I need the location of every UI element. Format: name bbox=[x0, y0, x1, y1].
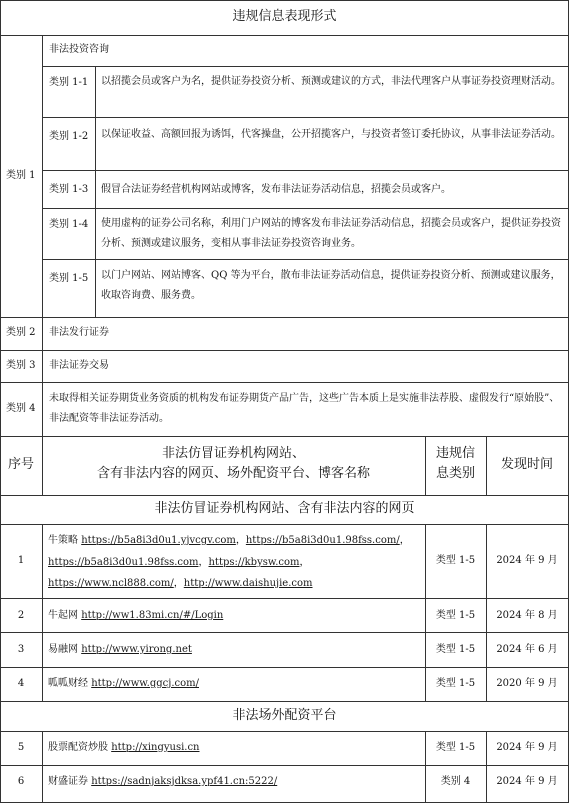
row-seq: 6 bbox=[17, 776, 25, 787]
row-name: 财盛证券 bbox=[48, 776, 88, 787]
row-category: 类型 1-5 bbox=[435, 678, 476, 689]
row-links-line2: https://b5a8i3d0u1.98fss.com，https://kbysw.com， bbox=[48, 557, 310, 568]
category-1-4-code: 类别 1-4 bbox=[49, 219, 89, 230]
row-name: 牛起网 bbox=[48, 610, 78, 621]
row-name: 易融网 bbox=[48, 644, 78, 655]
section-imitation-sites: 非法仿冒证券机构网站、含有非法内容的网页 bbox=[154, 501, 415, 516]
row-name-links bbox=[48, 674, 199, 694]
header-cat-line2: 息类别 bbox=[435, 466, 475, 481]
category-1-2-text: 以保证收益、高额回报为诱饵，代客操盘，公开招揽客户，与投资者签订委托协议，从事非法证券活动。 bbox=[101, 129, 561, 140]
row-seq: 1 bbox=[17, 555, 25, 566]
category-1-4-text: 使用虚构的证券公司名称，利用门户网站的博客发布非法证券活动信息，招揽会员或客户，提供证券投资分析、预测或建议服务，变相从事非法证券投资咨询业务。 bbox=[101, 218, 561, 249]
header-seq: 序号 bbox=[7, 457, 34, 472]
category-1-3-code: 类别 1-3 bbox=[49, 184, 89, 195]
category-2-text: 非法发行证券 bbox=[49, 327, 109, 338]
category-1-heading: 非法投资咨询 bbox=[49, 44, 109, 55]
category-1-1-text: 以招揽会员或客户为名，提供证券投资分析、预测或建议的方式，非法代理客户从事证券投资理财活动。 bbox=[101, 76, 561, 87]
site-link[interactable]: http://www.daishujie.com bbox=[183, 578, 313, 589]
section-offsite-margin-platforms: 非法场外配资平台 bbox=[232, 708, 337, 723]
category-1-3-text: 假冒合法证券经营机构网站或博客，发布非法证券活动信息，招揽会员或客户。 bbox=[101, 184, 451, 195]
row-name-links: 牛策略 https://b5a8i3d0u1.yjvcgv.com，https://b5a8i3d0u1.98fss.com/， bbox=[48, 535, 410, 546]
row-category: 类型 1-5 bbox=[435, 644, 476, 655]
row-time: 2024 年 8 月 bbox=[496, 610, 558, 621]
header-cat-line1: 违规信 bbox=[435, 446, 475, 461]
row-time: 2024 年 9 月 bbox=[496, 776, 558, 787]
header-name-line1: 非法仿冒证券机构网站、 bbox=[161, 446, 305, 461]
row-name-links bbox=[48, 738, 200, 758]
category-4-text: 未取得相关证券期货业务资质的机构发布证券期货产品广告，这些广告本质上是实施非法荐股、虚假发行“原始股”、非法配资等非法证券活动。 bbox=[49, 393, 560, 424]
row-seq: 5 bbox=[17, 742, 25, 753]
category-2-label: 类别 2 bbox=[6, 327, 36, 338]
row-category: 类型 1-5 bbox=[435, 610, 476, 621]
row-time: 2020 年 9 月 bbox=[496, 678, 558, 689]
row-links-line3: https://www.ncl888.com/，http://www.daishujie.com bbox=[48, 578, 313, 589]
site-link[interactable]: https://www.ncl888.com/ bbox=[48, 578, 174, 589]
site-link[interactable]: https://b5a8i3d0u1.98fss.com bbox=[48, 557, 199, 568]
category-4-label: 类别 4 bbox=[6, 403, 36, 414]
row-time: 2024 年 9 月 bbox=[496, 555, 558, 566]
row-category: 类别 4 bbox=[440, 776, 471, 787]
header-name-line2: 含有非法内容的网页、场外配资平台、博客名称 bbox=[96, 466, 370, 481]
row-time: 2024 年 9 月 bbox=[496, 742, 558, 753]
row-name-links bbox=[48, 640, 192, 660]
category-3-label: 类别 3 bbox=[6, 360, 36, 371]
site-link[interactable]: https://sadnjaksjdksa.ypf41.cn:5222/ bbox=[91, 776, 278, 787]
row-seq: 2 bbox=[17, 610, 25, 621]
category-1-1-code: 类别 1-1 bbox=[49, 77, 89, 88]
category-1-2-code: 类别 1-2 bbox=[49, 131, 89, 142]
header-time: 发现时间 bbox=[500, 457, 553, 472]
row-seq: 3 bbox=[17, 644, 25, 655]
row-seq: 4 bbox=[17, 678, 25, 689]
category-1-label: 类别 1 bbox=[6, 170, 36, 181]
table-title: 违规信息表现形式 bbox=[232, 9, 337, 24]
site-link[interactable]: http://ww1.83mi.cn/#/Login bbox=[81, 610, 224, 621]
row-name: 牛策略 bbox=[48, 535, 78, 546]
site-link[interactable]: https://b5a8i3d0u1.yjvcgv.com bbox=[81, 535, 236, 546]
row-name-links bbox=[48, 606, 223, 626]
site-link[interactable]: http://www.yirong.net bbox=[81, 644, 192, 655]
category-1-5-code: 类别 1-5 bbox=[49, 273, 89, 284]
row-name-links bbox=[48, 772, 277, 792]
row-name: 呱呱财经 bbox=[48, 678, 88, 689]
category-1-5-text: 以门户网站、网站博客、QQ 等为平台，散布非法证券活动信息，提供证券投资分析、预测或建议服务，收取咨询费、服务费。 bbox=[101, 270, 561, 301]
site-link[interactable]: https://b5a8i3d0u1.98fss.com/ bbox=[245, 535, 400, 546]
site-link[interactable]: http://xingyusi.cn bbox=[111, 742, 200, 753]
row-category: 类型 1-5 bbox=[435, 555, 476, 566]
site-link[interactable]: http://www.ggcj.com/ bbox=[91, 678, 199, 689]
row-name: 股票配资炒股 bbox=[48, 742, 108, 753]
row-category: 类型 1-5 bbox=[435, 742, 476, 753]
site-link[interactable]: https://kbysw.com bbox=[208, 557, 300, 568]
row-time: 2024 年 6 月 bbox=[496, 644, 558, 655]
category-3-text: 非法证券交易 bbox=[49, 360, 109, 371]
